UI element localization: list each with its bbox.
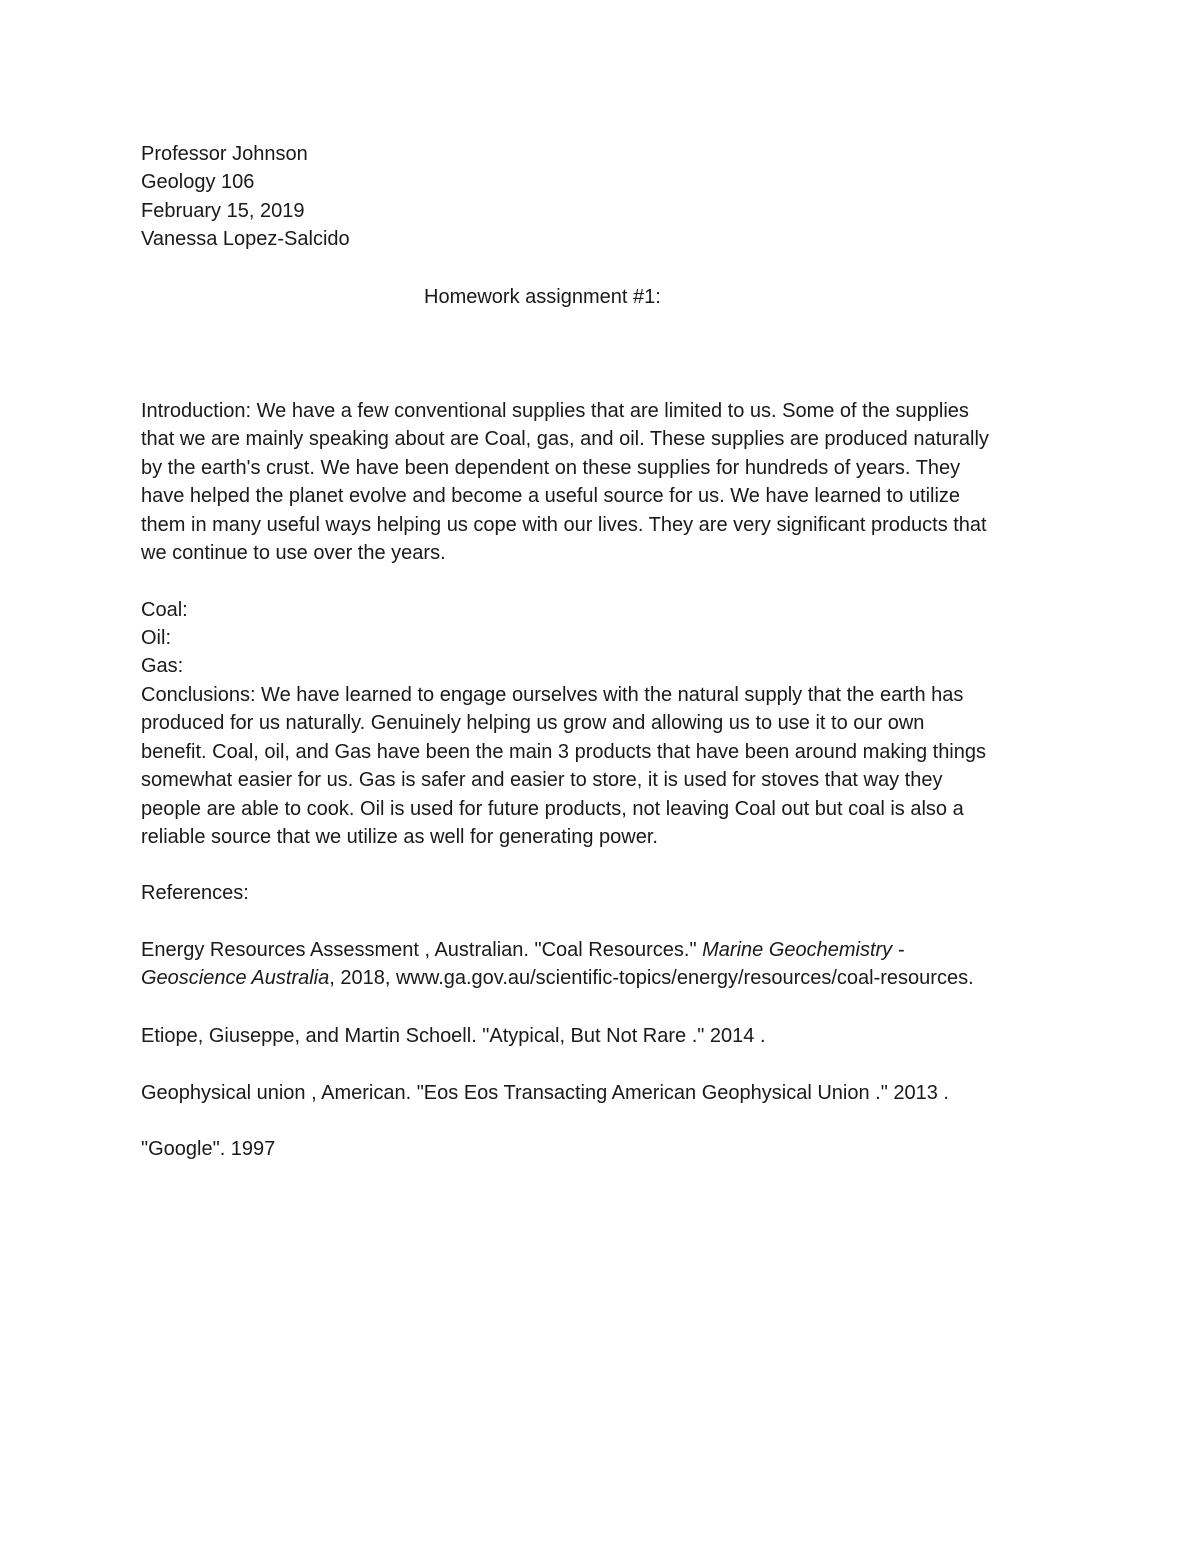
introduction-line: we continue to use over the years. — [141, 542, 446, 565]
student-name: Vanessa Lopez-Salcido — [141, 228, 350, 250]
references-heading: References: — [141, 882, 249, 904]
conclusions-line: produced for us naturally. Genuinely helping us grow and allowing us to use it to our own — [141, 712, 925, 735]
introduction-line: have helped the planet evolve and become a useful source for us. We have learned to utilize — [141, 485, 961, 508]
section-oil-heading: Oil: — [141, 627, 171, 649]
reference-item: Etiope, Giuseppe, and Martin Schoell. "Atypical, But Not Rare ." 2014 . — [141, 1025, 766, 1047]
section-gas-heading: Gas: — [141, 655, 184, 677]
professor-name: Professor Johnson — [141, 143, 308, 165]
reference-item — [141, 936, 1071, 993]
introduction-paragraph — [141, 397, 1071, 567]
reference-item: Geophysical union , American. "Eos Eos Transacting American Geophysical Union ." 2013 . — [141, 1082, 949, 1104]
reference-item: "Google". 1997 — [141, 1138, 276, 1160]
section-coal-heading: Coal: — [141, 599, 188, 621]
reference-journal-title: Marine Geochemistry - — [702, 939, 905, 961]
conclusions-line: somewhat easier for us. Gas is safer and easier to store, it is used for stoves that way they — [141, 769, 943, 792]
reference-text: , 2018, www.ga.gov.au/scientific-topics/energy/resources/coal-resources. — [329, 967, 974, 990]
conclusions-line: Conclusions: We have learned to engage ourselves with the natural supply that the earth has — [141, 684, 964, 706]
introduction-line: that we are mainly speaking about are Coal, gas, and oil. These supplies are produced naturally — [141, 428, 989, 451]
conclusions-line: reliable source that we utilize as well for generating power. — [141, 826, 658, 849]
reference-line — [141, 936, 1071, 964]
reference-text: Energy Resources Assessment , Australian. "Coal Resources." — [141, 939, 703, 961]
conclusions-line: people are able to cook. Oil is used for future products, not leaving Coal out but coal is also a — [141, 797, 964, 820]
reference-line — [141, 964, 1071, 992]
document-title: Homework assignment #1: — [424, 286, 661, 308]
introduction-line: by the earth's crust. We have been dependent on these supplies for hundreds of years. They — [141, 456, 961, 479]
assignment-date: February 15, 2019 — [141, 200, 305, 222]
introduction-line: Introduction: We have a few conventional supplies that are limited to us. Some of the supplies — [141, 400, 969, 422]
reference-journal-title: Geoscience Australia — [141, 967, 330, 990]
course-name: Geology 106 — [141, 171, 255, 193]
conclusions-paragraph — [141, 681, 1071, 851]
introduction-line: them in many useful ways helping us cope with our lives. They are very significant products that — [141, 513, 987, 536]
conclusions-line: benefit. Coal, oil, and Gas have been the main 3 products that have been around making things — [141, 740, 986, 763]
